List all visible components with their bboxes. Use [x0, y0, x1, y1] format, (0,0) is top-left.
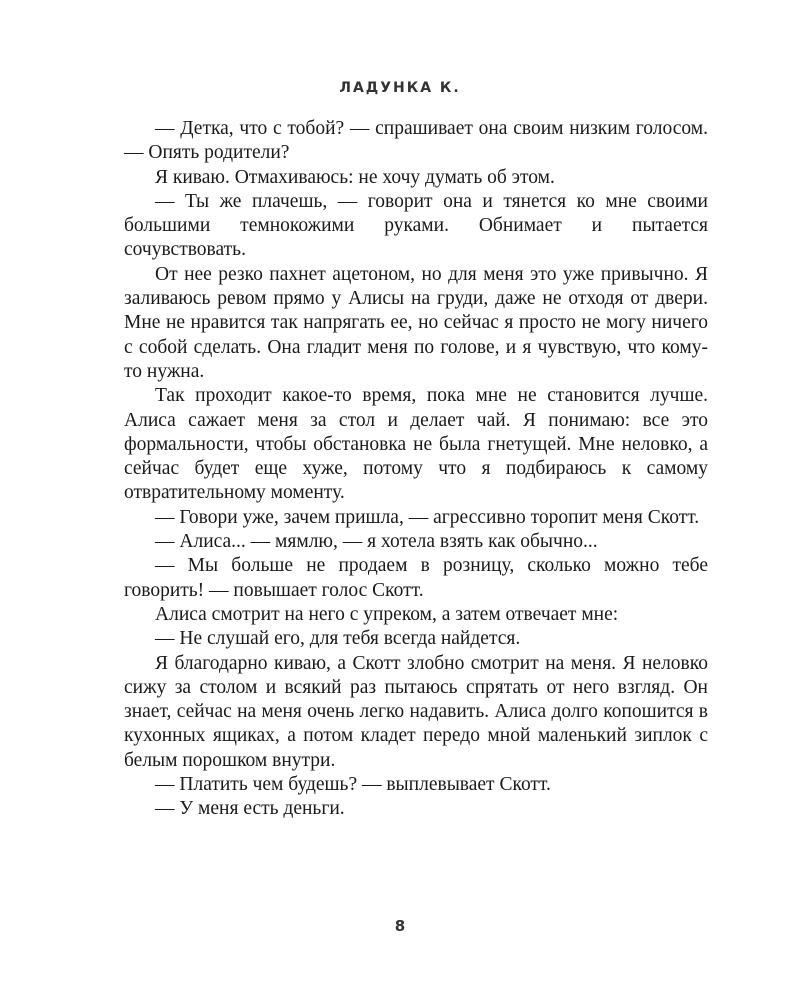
page-number: 8: [394, 917, 406, 935]
paragraph: Я благодарно киваю, а Скотт злобно смотрит на меня. Я неловко сижу за столом и всякий раз пытаюсь спрятать от него взгляд. Он знает, сейчас на меня очень легко надавить. Алиса долго копошится в кухонных ящиках, а потом кладет передо мной маленький зиплок с белым порошком внутри.: [124, 652, 708, 771]
paragraph: Алиса смотрит на него с упреком, а затем отвечает мне:: [155, 603, 619, 625]
paragraph: — Алиса... — мямлю, — я хотела взять как обычно...: [155, 531, 598, 553]
body-text: [124, 117, 708, 822]
paragraph: — У меня есть деньги.: [155, 798, 345, 820]
paragraph: От нее резко пахнет ацетоном, но для меня это уже привычно. Я заливаюсь ревом прямо у Алисы на груди, даже не отходя от двери. Мне не нравится так напрягать ее, но сейчас я просто не могу ничего с собой сделать. Она гладит меня по голове, и я чувствую, что кому-то нужна.: [124, 263, 708, 382]
paragraph: — Платить чем будешь? — выплевывает Скотт.: [155, 774, 551, 796]
paragraph: — Мы больше не продаем в розницу, сколько можно тебе говорить! — повышает голос Скотт.: [124, 555, 708, 601]
paragraph: Так проходит какое-то время, пока мне не становится лучше. Алиса сажает меня за стол и делает чай. Я понимаю: все это формальности, чтобы обстановка не была гнетущей. Мне неловко, а сейчас будет еще хуже, потому что я подбираюсь к самому отвратительному моменту.: [124, 385, 708, 504]
paragraph: Я киваю. Отмахиваюсь: не хочу думать об этом.: [155, 166, 555, 188]
paragraph: — Ты же плачешь, — говорит она и тянется ко мне своими большими темнокожими руками. Обнимает и пытается сочувствовать.: [124, 190, 708, 261]
paragraph: — Детка, что с тобой? — спрашивает она своим низким голосом. — Опять родители?: [124, 118, 708, 164]
running-header: ЛАДУНКА К.: [339, 80, 461, 96]
paragraph: — Не слушай его, для тебя всегда найдется.: [155, 628, 521, 650]
paragraph: — Говори уже, зачем пришла, — агрессивно торопит меня Скотт.: [155, 506, 700, 528]
